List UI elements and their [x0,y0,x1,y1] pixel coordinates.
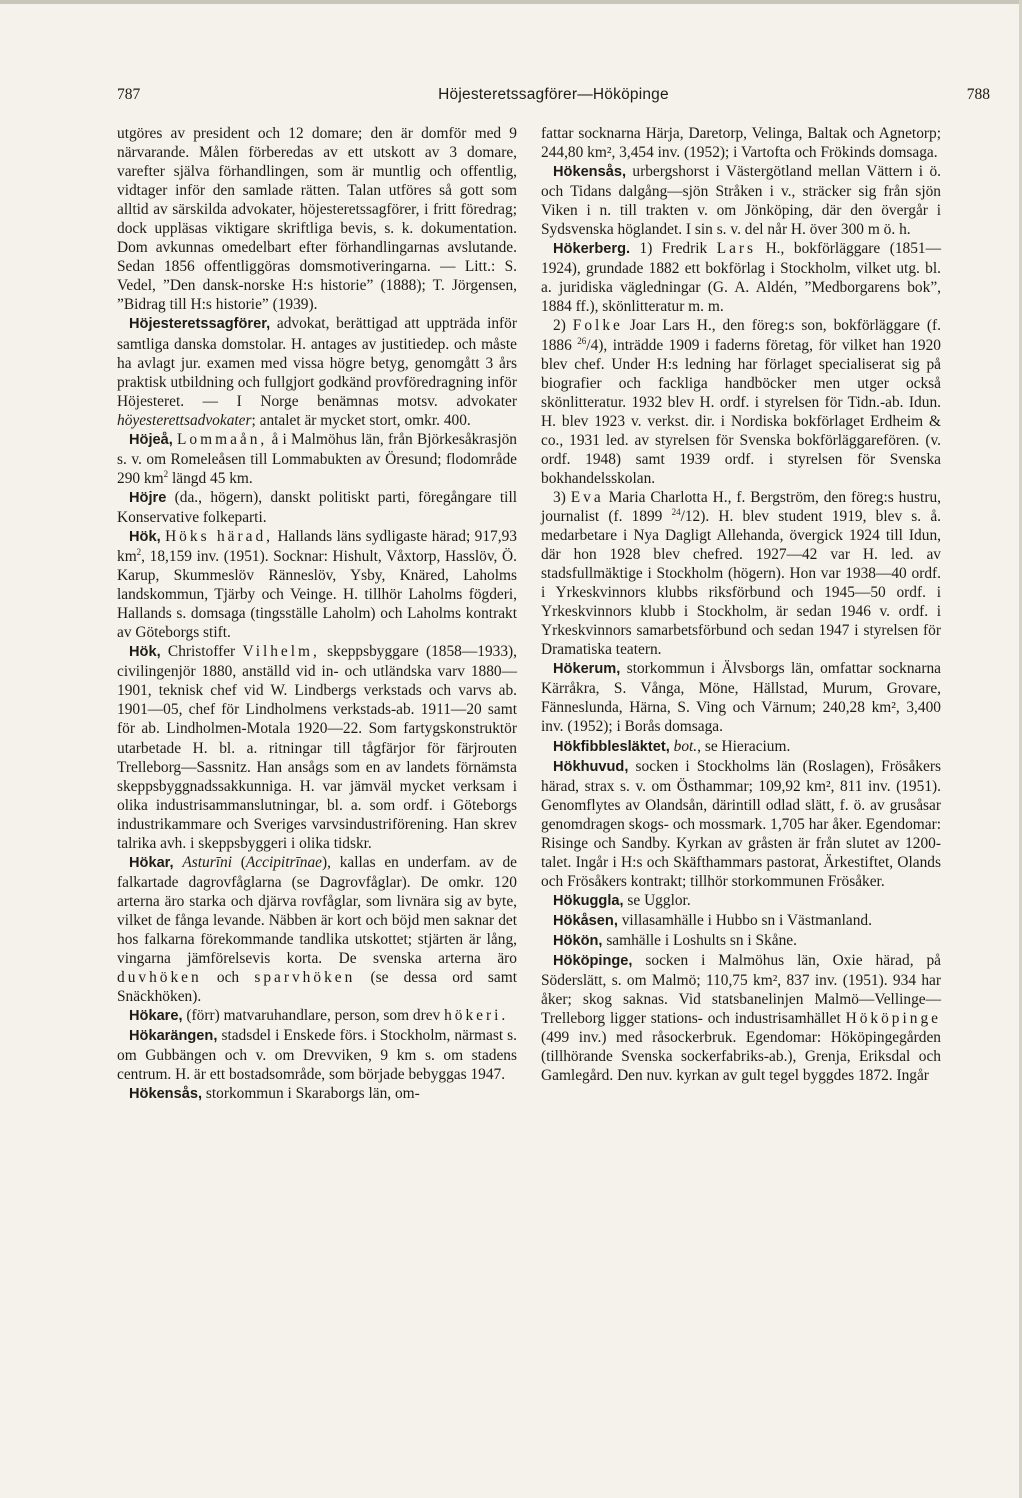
entry-hokfibbleslaktet [541,737,941,757]
text-run: urbergshorst i Västergötland mellan Vättern i ö. och Tidans dalgång—sjön Stråken i v., sträcker sig från sjön Viken i n. till trakten v. om Jönköping, där den övergår i Sydsvenska höglandet. I sin s. v. del når H. över 300 m ö. h. [541,163,941,239]
headword: Hökåsen, [553,912,618,929]
headword: Höjesteretssagförer, [129,316,271,333]
headword: Hökuggla, [553,892,624,909]
text-run: å i Malmöhus län, från Björkesåkrasjön s. v. om Romeleåsen till Lommabukten av Öresund; flodområde 290 km [117,430,517,487]
text-run: Maria Charlotta H., f. Bergström, den föreg:s hustru, journalist (f. 1899 [541,488,941,525]
text-run: 26 [577,335,587,346]
headword: Hökensås, [129,1086,203,1103]
text-run: 2) [553,317,573,335]
text-run: Vilhelm, [242,643,320,661]
entry-hokerberg-eva [541,488,941,659]
text-run: /12). H. blev student 1919, blev s. å. medarbetare i Nya Dagligt Allehanda, övergick 1924 till Idun, där hon 1928 blev chefred. 1927—42 var H. led. av stadsfullmäktige i Stockholm (högern). Hon var 1938—40 ordf. i Yrkeskvinnors klubbs riksförbund och 1945—50 ordf. i Yrkeskvinnors klubb i Stockholm, är sedan 1946 v. ordf. i Yrkeskvinnors samarbetsförbund och sedan 1947 i styrelsen för Dramatiska teatern. [541,507,942,659]
text-run: Joar Lars H., den föreg:s son, bokförläggare (f. 1886 [541,317,941,354]
text-run: Asturīni [182,853,232,871]
text-run: fattar socknarna Härja, Daretorp, Velinga, Baltak och Agnetorp; 244,80 km², 3,454 inv. (1952); i Vartofta och Frökinds domsaga. [541,125,941,162]
headword: Hököpinge, [553,953,633,970]
scan-top-edge [0,0,1022,4]
text-run: Folke [572,317,623,335]
text-run: 2 [136,546,142,557]
text-run: (da., högern), danskt politiskt parti, föregångare till Konservative folkeparti. [117,488,517,526]
entry-hokarangen [117,1026,517,1084]
headword: Hökerberg. [553,241,631,258]
entry-hokasen [541,911,941,931]
entry-hok-vilhelm [117,642,517,853]
text-run: 2 [163,468,169,479]
text-run: utgöres av president och 12 domare; den är domför med 9 närvarande. Målen förberedas av ett utskott av 3 domare, varefter själva förhandlingen, som är muntlig och offentlig, vidtager inför den samlade rätten. Talan utföres så gott som alltid av särskilda advokater, höjesteretssagförer, i fritt föredrag; dock uppläsas viktigare skriftliga bevis, s. k. dokumentation. Dom avkunnas omedelbart efter förhandlingarnas avslutande. Sedan 1856 offentliggöras domsmotiveringarna. — Litt.: S. Vedel, ”Den dansk-norske H:s historie” (1888); T. Jörgensen, ”Bidrag till H:s historie” (1939). [117,125,517,314]
page-number-right: 788 [966,86,990,103]
text-run: längd 45 km. [168,469,253,487]
entry-hokensas-kommun [117,1084,517,1104]
headword: Hök, [129,528,161,545]
text-run: skeppsbyggare (1858—1933), civilingenjör 1880, anställd vid in- och utländska varv 1880—1901, teknisk chef vid W. Lindbergs verkstads och varvs ab. 1901—05, chef för Lindholmens verkstads-ab. 1911—20 samt för ab. Lindholmen-Motala 1920—22. Som fartygskonstruktör utarbetade H. bl. a. ritningar till tågfärjor för färjrouten Trelleborg—Sassnitz. Han ansågs som en av landets förnämsta skeppsbyggnadssakkunniga. H. var jämväl mycket verksam i olika industrisammanslutningar, bl. a. som ordf. i Göteborgs industrikammare och Sveriges varvsindustriförening. Han skrev talrika avh. i skeppsbyggeri i olika tidskr. [117,643,518,852]
right-column [541,124,941,1085]
entry-hojea [117,430,517,488]
headword: Hökerum, [553,661,621,678]
headword: Höjre [129,489,167,506]
text-run: (förr) matvaruhandlare, person, som drev [182,1007,445,1025]
text-run: storkommun i Skaraborgs län, om- [202,1085,420,1103]
entry-hokerum [541,659,941,736]
entry-hojesteretssagforer [117,314,517,429]
headword: Hökar, [129,854,174,871]
entry-hokensas-horst [541,162,941,239]
text-run: Lommaån, [177,430,268,448]
headword: Hökön, [553,932,603,949]
headword: Hökfibblesläktet, [553,738,670,755]
entry-hokare [117,1006,517,1026]
text-run: 3) [553,488,571,506]
text-run: socken i Stockholms län (Roslagen), Frösåkers härad, strax s. v. om Östhammar; 109,92 km², 811 inv. (1951). Genomflytes av Olandsån, därintill odlad slätt, f. ö. av grusåsar genomdragen skogs- och mossmark. 1,705 har åker. Egendomar: Risinge och Sandby. Kyrkan av gråsten är från slutet av 1200-talet. Ingår i H:s och Skäfthammars pastorat, Ärkestiftet, Olands och Frösåkers kontrakt; tillhör storkommunen Frösåker. [541,757,941,890]
text-run: socken i Malmöhus län, Oxie härad, på Söderslätt, s. om Malmö; 110,75 km², 837 inv. (1951). 934 har åker; skog saknas. Vid statsbanelinjen Malmö—Vellinge—Trelleborg ligger stations- och industrisamhället [541,952,941,1028]
text-run: Accipitrīnae [245,853,322,871]
text-run: Hallands läns sydligaste härad; 917,93 km [117,527,517,566]
entry-continuation [117,124,517,314]
entry-hokar [117,853,517,1006]
text-run: 1) Fredrik [630,240,717,258]
text-run: och [201,969,255,987]
text-run: storkommun i Älvsborgs län, omfattar socknarna Kärråkra, S. Vånga, Möne, Hällstad, Murum, Grovare, Fänneslunda, Härna, S. Ving och Värnum; 240,28 km², 3,400 inv. (1952); i Borås domsaga. [541,660,941,736]
entry-hokerberg [541,239,941,316]
text-run: H., bokförläggare (1851—1924), grundade 1882 ett bokförlag i Stockholm, vilket utg. bl. a. juridiska vägledningar (G. A. Aldén, ”Medborgarens bok”, 1884 ff.), skönlitteratur m. m. [541,240,942,316]
text-run: Lars [716,240,757,258]
entry-hokerberg-folke [541,316,941,487]
text-run: Höks härad, [165,527,274,545]
left-column [117,124,517,1104]
headword: Hökhuvud, [553,758,629,775]
headword: Hökensås, [553,164,627,181]
text-run: ), kallas en underfam. av de falkartade dagrovfåglarna (se Dagrovfåglar). De omkr. 120 arterna äro starka och djärva rovfåglar, som livnära sig av byte, vilket de fånga levande. Näbben är kort och böjd men saknar det hos falkarna förekommande tandlika utskottet; stjärten är lång, vingarna jämförelsevis korta. De svenska arterna äro [117,853,517,968]
text-run: hökeri. [444,1007,509,1025]
text-run: duvhöken [117,969,202,987]
entry-hok-harad [117,527,517,642]
text-run: ( [232,853,246,871]
text-run: , 18,159 inv. (1951). Socknar: Hishult, Våxtorp, Hasslöv, Ö. Karup, Skummeslöv Ränneslöv, Ysby, Knäred, Laholms landskommun, Tjärby och Veinge. H. tillhör Laholms fögderi, Hallands s. domsaga (tingsställe Laholm) och Laholms kontrakt av Göteborgs stift. [117,548,517,642]
text-run: Christoffer [160,643,243,661]
entry-hojre [117,488,517,527]
text-run: (se dessa ord samt Snäckhöken). [117,969,517,1006]
text-run: 24 [671,506,681,517]
headword: Hökare, [129,1008,183,1025]
text-run: bot. [673,737,698,755]
entry-hokuggla [541,891,941,911]
page-number-left: 787 [117,86,141,103]
text-run: sparvhöken [254,969,356,987]
running-head [117,86,990,116]
text-run: stadsdel i Enskede förs. i Stockholm, närmast s. om Gubbängen och v. om Drevviken, 9 km s. om stadens centrum. H. är ett bostadsområde, som började bebyggas 1947. [117,1027,517,1084]
text-run: Eva [570,488,604,506]
text-run: /4), inträdde 1909 i faderns företag, för vilket han 1920 blev chef. Under H:s ledning har förlaget specialiserat sig på biografier och fackliga handböcker men utger också skönlitteratur. 1932 blev H. ordf. i styrelsen för Tidn.-ab. Idun. H. blev 1923 v. verkst. dir. i Nordiska bokförlaget Erdheim & co., 1931 led. av styrelsen för Svenska bokförläggarefören. (v. ordf. 1948) samt 1939 ordf. i styrelsen för Svenska bokhandelsskolan. [541,336,941,487]
headword: Höjeå, [129,431,173,448]
text-run: se Ugglor. [623,891,691,909]
headword: Hök, [129,644,161,661]
text-run: (499 inv.) med råsockerbruk. Egendomar: Hököpingegården (tillhörande Svenska sockerfabriks-ab.), Grenja, Eriksdal och Gamlegård. Den nuv. kyrkan av gult tegel byggdes 1872. Ingår [541,1029,941,1085]
headword: Hökarängen, [129,1028,218,1045]
entry-continuation [541,124,941,162]
text-run: höyesterettsadvokater [117,411,252,429]
text-run: , se Hieracium. [697,737,791,755]
entry-hokopinge [541,951,941,1085]
text-run: advokat, berättigad att uppträda inför samtliga danska domstolar. H. antages av justitiedep. och måste ha avlagt jur. examen med vissa högre betyg, genomgått 3 års praktisk utbildning och fullgjort godkänd provföredragning inför Höjesteret. — I Norge benämnas motsv. advokater [117,315,517,410]
text-run: villasamhälle i Hubbo sn i Västmanland. [617,911,872,929]
entry-hokon [541,931,941,951]
text-run: ; antalet är mycket stort, omkr. 400. [251,411,471,429]
text-run: Hököpinge [845,1010,941,1028]
text-run: samhälle i Loshults sn i Skåne. [602,931,797,949]
entry-hokhuvud [541,757,941,891]
page-title: Höjesteretssagförer—Hököpinge [438,86,669,103]
